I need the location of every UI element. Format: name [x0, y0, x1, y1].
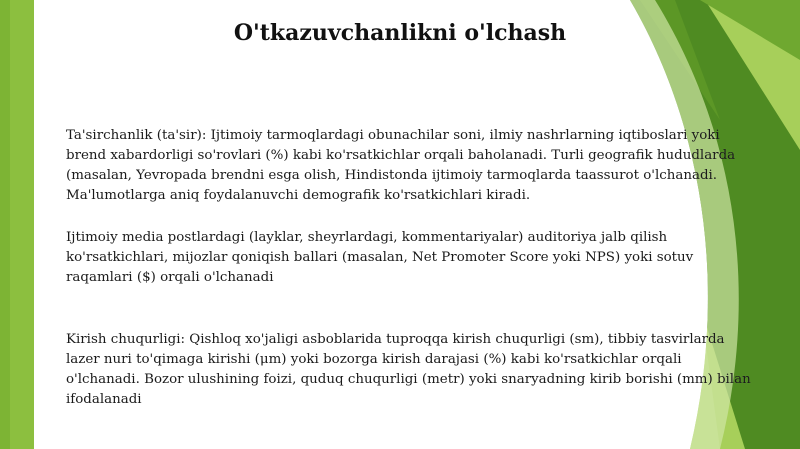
slide-title: O'tkazuvchanlikni o'lchash	[233, 20, 567, 46]
paragraph-engagement: Ijtimoiy media postlardagi (layklar, sheyrlardagi, kommentariyalar) auditoriya jalb qilish ko'rsatkichlari, mijozlar qoniqish ballari (masalan, Net Promoter Score yoki NPS) yoki sotuv raqamlari ($) orqali o'lchanadi	[66, 230, 694, 285]
paragraph-impact: Ta'sirchanlik (ta'sir): Ijtimoiy tarmoqlardagi obunachilar soni, ilmiy nashrlarning iqtiboslari yoki brend xabardorligi so'rovlari (%) kabi ko'rsatkichlar orqali baholanadi. Turli geografik hududlarda (masalan, Yevropada brendni esga olish, Hindistonda ijtimoiy tarmoqlarda taassurot o'lchanadi. Ma'lumotlarga aniq foydalanuvchi demografik ko'rsatkichlari kiradi.	[66, 128, 736, 203]
paragraph-penetration-depth: Kirish chuqurligi: Qishloq xo'jaligi asboblarida tuproqqa kirish chuqurligi (sm), tibbiy tasvirlarda lazer nuri to'qimaga kirishi (μm) yoki bozorga kirish darajasi (%) kabi ko'rsatkichlar orqali o'lchanadi. Bozor ulushining foizi, quduq chuqurligi (metr) yoki snaryadning kirib borishi (mm) bilan ifodalanadi	[66, 332, 751, 407]
